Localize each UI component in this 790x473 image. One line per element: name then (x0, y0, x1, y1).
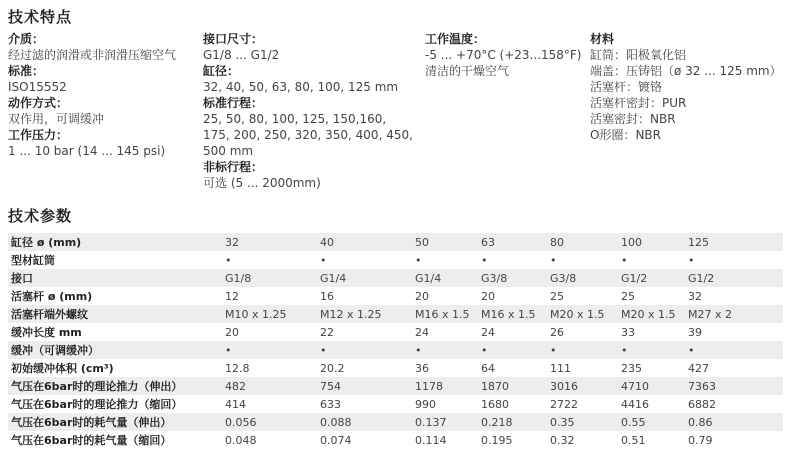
table-row (8, 431, 783, 449)
row-label: 气压在6bar时的耗气量（缩回） (8, 431, 225, 449)
table-cell: • (225, 251, 320, 269)
table-cell: • (225, 341, 320, 359)
table-cell: 0.195 (481, 431, 550, 449)
table-cell: 0.35 (550, 413, 621, 431)
table-cell: 25 (621, 287, 688, 305)
table-cell: 0.056 (225, 413, 320, 431)
table-cell: M20 x 1.5 (550, 305, 621, 323)
table-cell: G1/2 (688, 269, 783, 287)
table-cell: • (481, 341, 550, 359)
table-cell: G3/8 (550, 269, 621, 287)
medium-label: 介质： (8, 32, 45, 46)
features-column-3 (425, 31, 590, 79)
table-cell: M10 x 1.25 (225, 305, 320, 323)
material-item: 活塞杆密封：PUR (590, 96, 687, 110)
table-cell: 33 (621, 323, 688, 341)
table-cell: 414 (225, 395, 320, 413)
table-cell: 0.32 (550, 431, 621, 449)
row-label: 型材缸筒 (8, 251, 225, 269)
table-cell: • (415, 341, 481, 359)
custom-stroke-value: 可选 (5 ... 2000mm) (203, 176, 321, 190)
table-cell: • (550, 251, 621, 269)
row-label: 活塞杆端外螺纹 (8, 305, 225, 323)
table-cell: 235 (621, 359, 688, 377)
row-label: 缸径 ø (mm) (8, 233, 225, 251)
table-cell: 990 (415, 395, 481, 413)
custom-stroke-label: 非标行程： (203, 160, 264, 174)
table-cell: 12 (225, 287, 320, 305)
table-cell: 1680 (481, 395, 550, 413)
table-cell: • (415, 251, 481, 269)
table-cell: 0.86 (688, 413, 783, 431)
table-cell: 0.55 (621, 413, 688, 431)
table-cell: 24 (415, 323, 481, 341)
standard-stroke-value-line: 175, 200, 250, 320, 350, 400, 450, (203, 128, 413, 142)
table-cell: 0.51 (621, 431, 688, 449)
bore-label: 缸径： (203, 64, 240, 78)
table-cell: • (621, 341, 688, 359)
table-cell: 32 (688, 287, 783, 305)
table-cell: 427 (688, 359, 783, 377)
medium-value: 经过滤的润滑或非润滑压缩空气 (8, 48, 177, 62)
standard-value: ISO15552 (8, 80, 67, 94)
table-cell: 20 (481, 287, 550, 305)
table-cell: • (481, 251, 550, 269)
table-cell: 20 (225, 323, 320, 341)
table-row (8, 269, 783, 287)
params-heading: 技术参数 (8, 207, 73, 225)
table-cell: G1/8 (225, 269, 320, 287)
row-label: 活塞杆 ø (mm) (8, 287, 225, 305)
material-item: 缸筒：阳极氧化铝 (590, 48, 687, 62)
row-label: 气压在6bar时的理论推力（缩回） (8, 395, 225, 413)
port-size-value: G1/8 ... G1/2 (203, 48, 280, 62)
spec-table (8, 233, 783, 449)
row-label: 气压在6bar时的理论推力（伸出） (8, 377, 225, 395)
table-row (8, 395, 783, 413)
table-cell: 22 (320, 323, 415, 341)
table-cell: 633 (320, 395, 415, 413)
table-row (8, 305, 783, 323)
table-cell: 7363 (688, 377, 783, 395)
table-row (8, 323, 783, 341)
features-column-2 (203, 31, 418, 191)
table-cell: 25 (550, 287, 621, 305)
table-cell: 6882 (688, 395, 783, 413)
table-cell: M12 x 1.25 (320, 305, 415, 323)
temperature-note: 清洁的干燥空气 (425, 64, 510, 78)
action-label: 动作方式： (8, 96, 69, 110)
row-label: 接口 (8, 269, 225, 287)
table-cell: • (688, 251, 783, 269)
table-cell: 50 (415, 233, 481, 251)
table-cell: 1178 (415, 377, 481, 395)
material-item: 活塞密封：NBR (590, 112, 676, 126)
table-cell: M27 x 2 (688, 305, 783, 323)
bore-value: 32, 40, 50, 63, 80, 100, 125 mm (203, 80, 399, 94)
table-cell: • (320, 251, 415, 269)
standard-stroke-label: 标准行程： (203, 96, 264, 110)
pressure-label: 工作压力： (8, 128, 69, 142)
material-item: O形圈：NBR (590, 128, 661, 142)
table-cell: • (320, 341, 415, 359)
table-cell: G1/2 (621, 269, 688, 287)
table-cell: G1/4 (415, 269, 481, 287)
table-cell: 32 (225, 233, 320, 251)
material-item: 活塞杆：镀铬 (590, 80, 663, 94)
row-label: 缓冲长度 mm (8, 323, 225, 341)
table-cell: 0.048 (225, 431, 320, 449)
table-cell: M20 x 1.5 (621, 305, 688, 323)
table-cell: 40 (320, 233, 415, 251)
table-cell: 0.218 (481, 413, 550, 431)
table-cell: 12.8 (225, 359, 320, 377)
table-cell: 754 (320, 377, 415, 395)
table-cell: 36 (415, 359, 481, 377)
table-cell: G1/4 (320, 269, 415, 287)
pressure-value: 1 ... 10 bar (14 ... 145 psi) (8, 144, 166, 158)
features-column-4 (590, 31, 785, 143)
table-cell: 1870 (481, 377, 550, 395)
row-label: 初始缓冲体积 (cm³) (8, 359, 225, 377)
table-row (8, 287, 783, 305)
standard-stroke-value-line: 25, 50, 80, 100, 125, 150,160, (203, 112, 387, 126)
table-cell: 63 (481, 233, 550, 251)
table-cell: 4710 (621, 377, 688, 395)
table-cell: 111 (550, 359, 621, 377)
table-cell: 125 (688, 233, 783, 251)
table-cell: 80 (550, 233, 621, 251)
table-cell: 0.137 (415, 413, 481, 431)
row-label: 气压在6bar时的耗气量（伸出） (8, 413, 225, 431)
table-row (8, 341, 783, 359)
table-cell: G3/8 (481, 269, 550, 287)
table-cell: 20 (415, 287, 481, 305)
features-column-1 (8, 31, 203, 159)
action-value: 双作用，可调缓冲 (8, 112, 105, 126)
table-cell: 24 (481, 323, 550, 341)
row-label: 缓冲（可调缓冲） (8, 341, 225, 359)
features-heading: 技术特点 (8, 8, 73, 26)
table-cell: M16 x 1.5 (415, 305, 481, 323)
table-cell: M16 x 1.5 (481, 305, 550, 323)
material-item: 端盖：压铸铝（ø 32 ... 125 mm） (590, 64, 782, 78)
standard-label: 标准： (8, 64, 45, 78)
port-size-label: 接口尺寸： (203, 32, 264, 46)
table-row (8, 233, 783, 251)
temperature-value: -5 ... +70°C (+23...158°F) (425, 48, 582, 62)
standard-stroke-value-line: 500 mm (203, 144, 254, 158)
table-cell: 4416 (621, 395, 688, 413)
table-cell: 39 (688, 323, 783, 341)
table-cell: 2722 (550, 395, 621, 413)
table-cell: 16 (320, 287, 415, 305)
table-cell: 26 (550, 323, 621, 341)
table-cell: 100 (621, 233, 688, 251)
table-cell: 64 (481, 359, 550, 377)
table-cell: • (688, 341, 783, 359)
table-cell: 482 (225, 377, 320, 395)
table-cell: 0.79 (688, 431, 783, 449)
temperature-label: 工作温度： (425, 32, 486, 46)
table-row (8, 413, 783, 431)
materials-label: 材料 (590, 32, 615, 46)
table-row (8, 359, 783, 377)
table-cell: 0.074 (320, 431, 415, 449)
table-cell: 3016 (550, 377, 621, 395)
table-cell: • (550, 341, 621, 359)
table-cell: 20.2 (320, 359, 415, 377)
table-cell: 0.114 (415, 431, 481, 449)
table-cell: 0.088 (320, 413, 415, 431)
table-row (8, 251, 783, 269)
table-cell: • (621, 251, 688, 269)
table-row (8, 377, 783, 395)
